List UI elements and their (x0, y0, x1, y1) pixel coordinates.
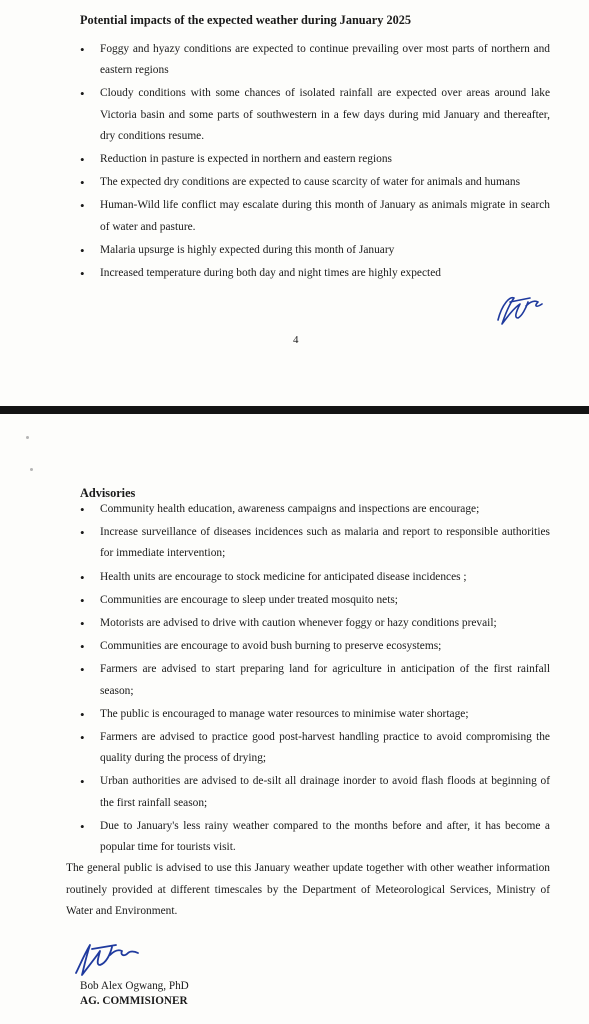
list-item: • Cloudy conditions with some chances of isolated rainfall are expected over areas around lake Victoria basin and some parts of southwestern in a few days during mid January and thereafter, dry conditions resume. (80, 83, 550, 147)
list-item: • Communities are encourage to avoid bush burning to preserve ecosystems; (80, 636, 550, 657)
impacts-title: Potential impacts of the expected weather during January 2025 (80, 13, 412, 27)
list-item: • Farmers are advised to start preparing land for agriculture in anticipation of the first rainfall season; (80, 659, 550, 701)
list-item: • Farmers are advised to practice good post-harvest handling practice to avoid compromising the quality during the process of drying; (80, 727, 550, 769)
list-item: • Health units are encourage to stock medicine for anticipated disease incidences ; (80, 567, 550, 588)
signer-title: AG. COMMISIONER (80, 995, 188, 1007)
list-item: • The expected dry conditions are expected to cause scarcity of water for animals and humans (80, 172, 550, 193)
list-item: • The public is encouraged to manage water resources to minimise water shortage; (80, 704, 550, 725)
advisories-list (80, 499, 550, 860)
list-item: • Malaria upsurge is highly expected during this month of January (80, 240, 550, 261)
list-item: • Increased temperature during both day and night times are highly expected (80, 263, 550, 284)
signer-name: Bob Alex Ogwang, PhD (80, 980, 189, 992)
list-item: • Motorists are advised to drive with caution whenever foggy or hazy conditions prevail; (80, 613, 550, 634)
impacts-list (80, 39, 550, 286)
list-item: • Reduction in pasture is expected in northern and eastern regions (80, 149, 550, 170)
document-page-4 (0, 0, 589, 406)
list-item: • Urban authorities are advised to de-silt all drainage inorder to avoid flash floods at beginning of the first rainfall season; (80, 771, 550, 813)
list-item: • Increase surveillance of diseases incidences such as malaria and report to responsible authorities for immediate intervention; (80, 522, 550, 564)
list-item: • Foggy and hyazy conditions are expected to continue prevailing over most parts of northern and eastern regions (80, 39, 550, 81)
list-item: • Community health education, awareness campaigns and inspections are encourage; (80, 499, 550, 520)
initials-signature-icon (490, 290, 546, 330)
advisories-title: Advisories (80, 486, 136, 500)
signature-icon (70, 935, 146, 981)
list-item: • Due to January's less rainy weather compared to the months before and after, it has become a popular time for tourists visit. (80, 816, 550, 858)
list-item: • Human-Wild life conflict may escalate during this month of January as animals migrate in search of water and pasture. (80, 195, 550, 237)
closing-paragraph: The general public is advised to use this January weather update together with other weather information routinely provided at different timescales by the Department of Meteorological Services, Ministry of Water and Environment. (66, 862, 550, 917)
list-item: • Communities are encourage to sleep under treated mosquito nets; (80, 590, 550, 611)
page-divider (0, 406, 589, 414)
scan-speck (30, 468, 33, 471)
scan-speck (26, 436, 29, 439)
page-number: 4 (293, 334, 299, 346)
